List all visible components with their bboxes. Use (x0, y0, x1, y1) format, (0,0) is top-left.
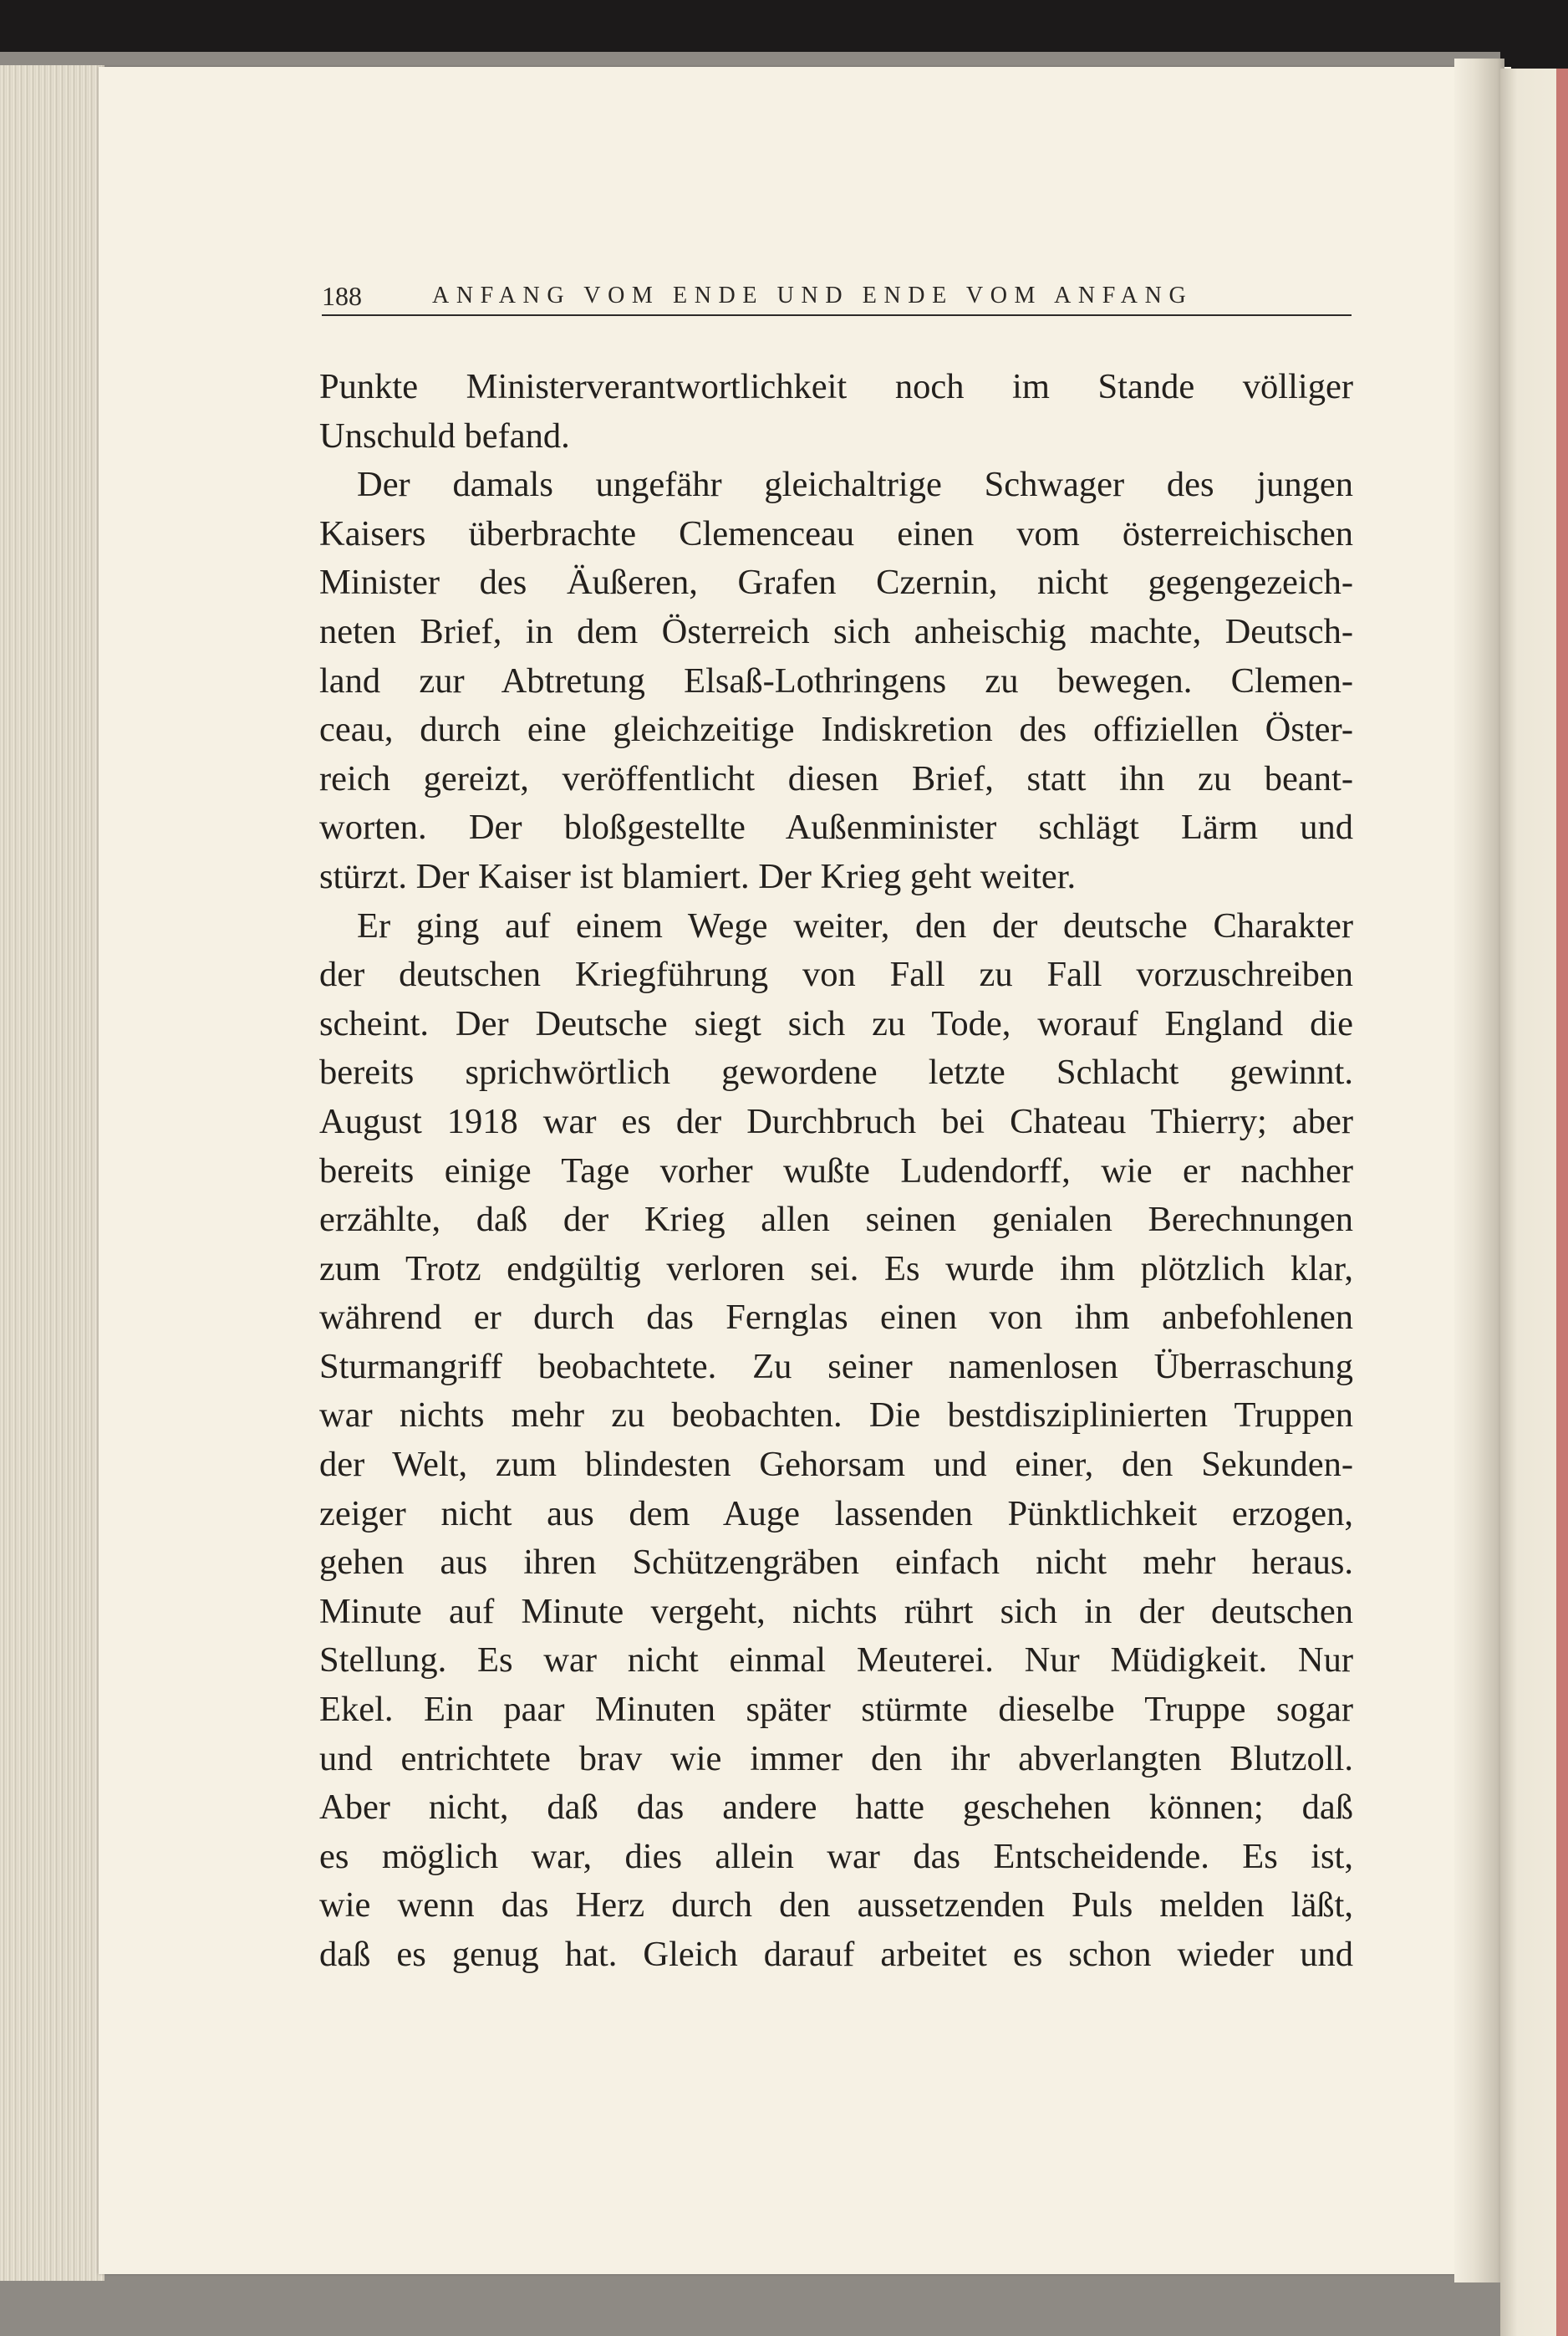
text-line: der deutschen Kriegführung von Fall zu Fall vorzuschreiben (319, 955, 1353, 995)
text-line: neten Brief, in dem Österreich sich anheischig machte, Deutsch- (319, 611, 1353, 651)
page-edges (0, 65, 104, 2281)
text-line: gehen aus ihren Schützengräben einfach nicht mehr heraus. (319, 1543, 1353, 1583)
text-line: ceau, durch eine gleichzeitige Indiskretion des offiziellen Öster- (319, 710, 1353, 750)
text-line: war nichts mehr zu beobachten. Die bestdisziplinierten Truppen (319, 1395, 1353, 1436)
text-line: August 1918 war es der Durchbruch bei Chateau Thierry; aber (319, 1101, 1353, 1141)
text-line: Minute auf Minute vergeht, nichts rührt sich in der deutschen (319, 1591, 1353, 1631)
text-line: der Welt, zum blindesten Gehorsam und einer, den Sekunden- (319, 1445, 1353, 1485)
running-head (322, 273, 1352, 316)
text-line: wie wenn das Herz durch den aussetzenden Puls melden läßt, (319, 1885, 1353, 1925)
text-line: stürzt. Der Kaiser ist blamiert. Der Krieg geht weiter. (319, 856, 1077, 896)
text-line: Punkte Ministerverantwortlichkeit noch im Stande völliger (319, 367, 1353, 406)
text-line: während er durch das Fernglas einen von ihm anbefohlenen (319, 1298, 1353, 1338)
page-number: 188 (322, 281, 362, 311)
text-line: Ekel. Ein paar Minuten später stürmte dieselbe Truppe sogar (319, 1690, 1353, 1730)
text-line: es möglich war, dies allein war das Entscheidende. Es ist, (319, 1836, 1353, 1876)
running-title: ANFANG VOM ENDE UND ENDE VOM ANFANG (432, 283, 1194, 309)
text-line: daß es genug hat. Gleich darauf arbeitet es schon wieder und (319, 1935, 1353, 1974)
text-line: Der damals ungefähr gleichaltrige Schwager des jungen (357, 465, 1353, 505)
text-line: bereits einige Tage vorher wußte Ludendorff, wie er nachher (319, 1150, 1353, 1191)
text-line: und entrichtete brav wie immer den ihr abverlangten Blutzoll. (319, 1738, 1353, 1778)
text-line: zeiger nicht aus dem Auge lassenden Pünktlichkeit erzogen, (319, 1493, 1353, 1533)
text-line: Er ging auf einem Wege weiter, den der deutsche Charakter (357, 905, 1353, 946)
text-line: Sturmangriff beobachtete. Zu seiner namenlosen Überraschung (319, 1346, 1353, 1386)
text-line: Kaisers überbrachte Clemenceau einen vom österreichischen (319, 513, 1353, 553)
text-line: Aber nicht, daß das andere hatte geschehen können; daß (319, 1788, 1353, 1828)
text-line: zum Trotz endgültig verloren sei. Es wurde ihm plötzlich klar, (319, 1248, 1353, 1288)
text-line: scheint. Der Deutsche siegt sich zu Tode, worauf England die (319, 1003, 1353, 1043)
text-line: bereits sprichwörtlich gewordene letzte Schlacht gewinnt. (319, 1053, 1353, 1093)
book-gutter (1454, 59, 1504, 2282)
text-line: Stellung. Es war nicht einmal Meuterei. Nur Müdigkeit. Nur (319, 1640, 1353, 1681)
text-line: worten. Der bloßgestellte Außenminister schlägt Lärm und (319, 808, 1353, 848)
text-line: erzählte, daß der Krieg allen seinen genialen Berechnungen (319, 1200, 1353, 1240)
page-edge-color (1556, 69, 1568, 2336)
text-line: Unschuld befand. (319, 416, 570, 456)
text-line: land zur Abtretung Elsaß-Lothringens zu bewegen. Clemen- (319, 661, 1353, 701)
text-line: Minister des Äußeren, Grafen Czernin, nicht gegengezeich- (319, 563, 1353, 603)
text-line: reich gereizt, veröffentlicht diesen Brief, statt ihn zu beant- (319, 758, 1353, 798)
body-text (319, 363, 1353, 1980)
